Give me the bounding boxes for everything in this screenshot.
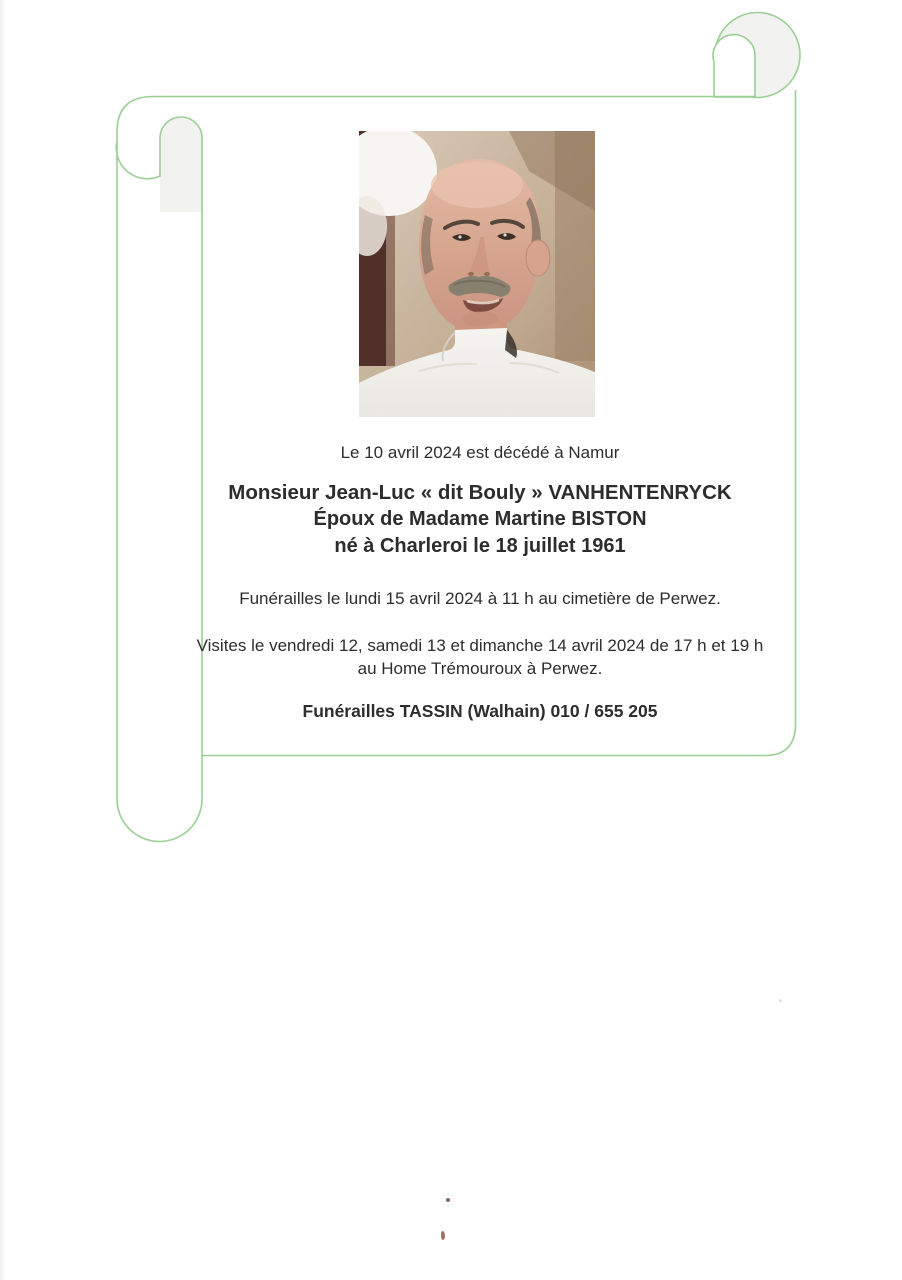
scroll-left-curl-shade bbox=[160, 117, 202, 212]
portrait-photo bbox=[359, 131, 595, 417]
spouse-line: Époux de Madame Martine BISTON bbox=[313, 508, 647, 530]
visits-info-line2: au Home Trémouroux à Perwez. bbox=[357, 659, 603, 678]
funeral-home-contact: Funérailles TASSIN (Walhain) 010 / 655 205 bbox=[302, 701, 658, 721]
visits-info-line1: Visites le vendredi 12, samedi 13 et dimanche 14 avril 2024 de 17 h et 19 h bbox=[196, 636, 764, 655]
funeral-info: Funérailles le lundi 15 avril 2024 à 11 h au cimetière de Perwez. bbox=[239, 589, 721, 608]
scan-speck bbox=[446, 1198, 450, 1202]
deceased-name: Monsieur Jean-Luc « dit Bouly » VANHENTENRYCK bbox=[228, 481, 732, 504]
birth-line: né à Charleroi le 18 juillet 1961 bbox=[334, 535, 626, 557]
death-intro: Le 10 avril 2024 est décédé à Namur bbox=[340, 443, 620, 462]
scan-speck bbox=[779, 999, 782, 1002]
scan-speck bbox=[441, 1231, 445, 1240]
photo-ear bbox=[526, 240, 550, 276]
scroll-top-right-curl bbox=[713, 35, 755, 97]
